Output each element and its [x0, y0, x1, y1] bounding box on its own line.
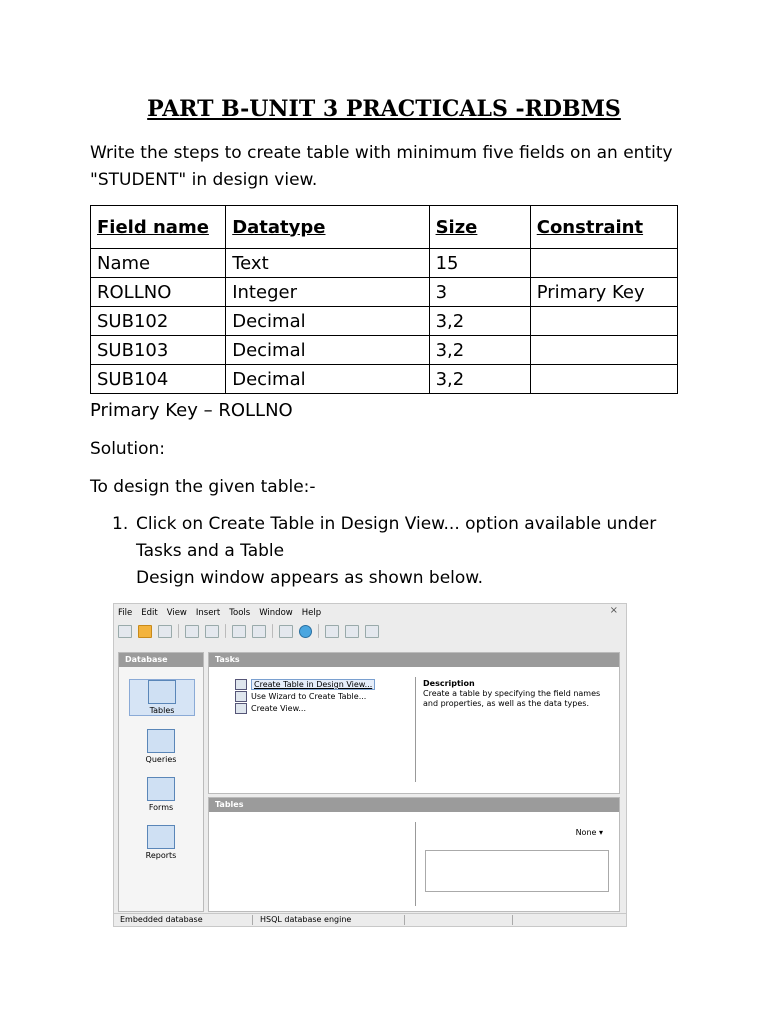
field-table — [90, 205, 678, 394]
cell-constraint — [530, 336, 677, 365]
database-panel — [118, 652, 204, 912]
step-line-1: Click on Create Table in Design View... option available under — [136, 514, 657, 534]
toolbar — [118, 621, 622, 641]
status-database-type: Embedded database — [120, 915, 203, 924]
table-row — [91, 365, 678, 394]
tables-header: Tables — [209, 798, 619, 812]
description-area — [423, 679, 613, 709]
db-item-label: Queries — [145, 755, 177, 764]
paste-icon[interactable] — [205, 625, 219, 638]
task-create-table-design[interactable] — [235, 679, 375, 690]
tables-divider — [415, 822, 416, 906]
help-icon[interactable] — [299, 625, 312, 638]
status-divider — [252, 915, 253, 925]
toolbar-divider — [318, 624, 319, 638]
toolbar-divider — [272, 624, 273, 638]
status-divider — [512, 915, 513, 925]
step-text — [136, 511, 666, 592]
form-icon[interactable] — [279, 625, 293, 638]
table-row — [91, 336, 678, 365]
tables-panel — [208, 797, 620, 912]
table-row — [91, 278, 678, 307]
cell-field: ROLLNO — [91, 278, 226, 307]
design-label: To design the given table:- — [90, 477, 316, 497]
preview-select[interactable] — [576, 828, 603, 837]
menu-window[interactable]: Window — [259, 608, 293, 618]
cell-size: 15 — [429, 249, 530, 278]
table-view-icon[interactable] — [325, 625, 339, 638]
status-bar — [114, 913, 626, 926]
cell-constraint: Primary Key — [530, 278, 677, 307]
new-document-icon[interactable] — [118, 625, 132, 638]
table-row — [91, 249, 678, 278]
tasks-divider — [415, 677, 416, 782]
query-view-icon[interactable] — [345, 625, 359, 638]
wizard-icon — [235, 691, 247, 702]
intro-text: Write the steps to create table with minimum five fields on an entity "STUDENT" in design view. — [90, 143, 673, 190]
cell-field: Name — [91, 249, 226, 278]
view-icon — [235, 703, 247, 714]
menu-view[interactable]: View — [166, 608, 187, 618]
close-icon[interactable]: × — [609, 605, 618, 616]
cell-datatype: Text — [226, 249, 429, 278]
chevron-down-icon: ▾ — [598, 828, 603, 837]
cell-field: SUB102 — [91, 307, 226, 336]
db-item-tables[interactable] — [129, 679, 195, 716]
report-view-icon[interactable] — [365, 625, 379, 638]
cell-size: 3 — [429, 278, 530, 307]
preview-box — [425, 850, 609, 892]
status-engine: HSQL database engine — [260, 915, 352, 924]
tables-icon — [148, 680, 176, 704]
forms-icon — [147, 777, 175, 801]
solution-label: Solution: — [90, 439, 165, 459]
cell-constraint — [530, 249, 677, 278]
sort-descending-icon[interactable] — [252, 625, 266, 638]
open-folder-icon[interactable] — [138, 625, 152, 638]
menu-tools[interactable]: Tools — [229, 608, 251, 618]
db-item-queries[interactable] — [129, 729, 193, 764]
tasks-panel — [208, 652, 620, 794]
preview-select-value: None — [575, 828, 597, 837]
cell-size: 3,2 — [429, 336, 530, 365]
header-datatype: Datatype — [226, 206, 429, 249]
page-title: PART B-UNIT 3 PRACTICALS -RDBMS — [147, 96, 621, 122]
cell-datatype: Decimal — [226, 365, 429, 394]
header-size: Size — [429, 206, 530, 249]
toolbar-divider — [225, 624, 226, 638]
db-item-forms[interactable] — [129, 777, 193, 812]
reports-icon — [147, 825, 175, 849]
queries-icon — [147, 729, 175, 753]
table-design-icon — [235, 679, 247, 690]
db-item-reports[interactable] — [129, 825, 193, 860]
tasks-header: Tasks — [209, 653, 619, 667]
step-line-3: Design window appears as shown below. — [136, 568, 484, 588]
save-icon[interactable] — [158, 625, 172, 638]
db-item-label: Forms — [148, 803, 174, 812]
cell-size: 3,2 — [429, 307, 530, 336]
menu-edit[interactable]: Edit — [141, 608, 158, 618]
task-table-wizard[interactable] — [235, 691, 366, 702]
task-label: Use Wizard to Create Table... — [251, 692, 367, 701]
cell-constraint — [530, 307, 677, 336]
db-item-label: Reports — [145, 851, 177, 860]
sort-ascending-icon[interactable] — [232, 625, 246, 638]
cell-datatype: Decimal — [226, 307, 429, 336]
copy-icon[interactable] — [185, 625, 199, 638]
header-field-name: Field name — [91, 206, 226, 249]
task-label: Create Table in Design View... — [251, 679, 375, 690]
task-create-view[interactable] — [235, 703, 306, 714]
table-row — [91, 307, 678, 336]
cell-field: SUB104 — [91, 365, 226, 394]
status-divider — [404, 915, 405, 925]
db-item-label: Tables — [149, 706, 175, 715]
step-number: 1. — [112, 514, 129, 534]
database-window-screenshot — [113, 603, 627, 927]
description-title: Description — [423, 679, 475, 688]
menu-help[interactable]: Help — [301, 608, 322, 618]
cell-size: 3,2 — [429, 365, 530, 394]
toolbar-divider — [178, 624, 179, 638]
cell-field: SUB103 — [91, 336, 226, 365]
header-constraint: Constraint — [530, 206, 677, 249]
cell-datatype: Decimal — [226, 336, 429, 365]
menu-insert[interactable]: Insert — [195, 608, 221, 618]
menu-bar — [118, 606, 622, 620]
task-label: Create View... — [251, 704, 307, 713]
table-header-row — [91, 206, 678, 249]
step-line-2: Tasks and a Table — [136, 541, 285, 561]
database-header: Database — [119, 653, 203, 667]
menu-file[interactable]: File — [118, 608, 133, 618]
description-text: Create a table by specifying the field names and properties, as well as the data types. — [423, 689, 601, 708]
cell-datatype: Integer — [226, 278, 429, 307]
cell-constraint — [530, 365, 677, 394]
primary-key-note: Primary Key – ROLLNO — [90, 400, 293, 421]
